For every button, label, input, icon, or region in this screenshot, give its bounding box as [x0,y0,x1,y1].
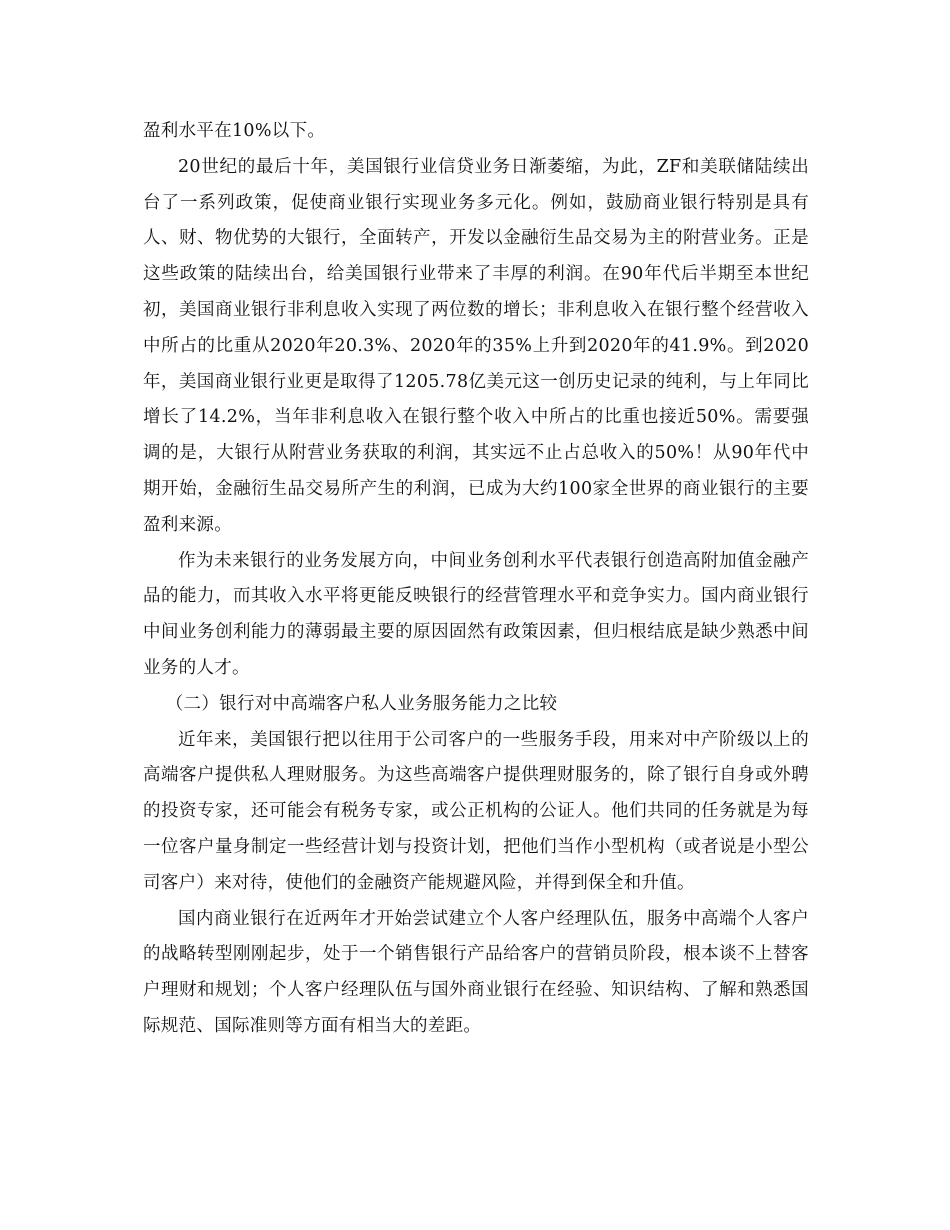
paragraph-private-banking-us: 近年来，美国银行把以往用于公司客户的一些服务手段，用来对中产阶级以上的高端客户提供私人理财服务。为这些高端客户提供理财服务的，除了银行自身或外聘的投资专家，还可能会有税务专家，或公正机构的公证人。他们共同的任务就是为每一位客户量身制定一些经营计划与投资计划，把他们当作小型机构（或者说是小型公司客户）来对待，使他们的金融资产能规避风险，并得到保全和升值。 [143,729,809,893]
paragraph-intermediate-business: 作为未来银行的业务发展方向，中间业务创利水平代表银行创造高附加值金融产品的能力，而其收入水平将更能反映银行的经营管理水平和竞争实力。国内商业银行中间业务创利能力的薄弱最主要的原因固然有政策因素，但归根结底是缺少熟悉中间业务的人才。 [143,550,809,678]
paragraph-private-banking-domestic: 国内商业银行在近两年才开始尝试建立个人客户经理队伍，服务中高端个人客户的战略转型刚刚起步，处于一个销售银行产品给客户的营销员阶段，根本谈不上替客户理财和规划；个人客户经理队伍与国外商业银行在经验、知识结构、了解和熟悉国际规范、国际准则等方面有相当大的差距。 [143,908,809,1036]
paragraph-continuation: 盈利水平在10%以下。 [143,121,326,141]
section-heading: （二）银行对中高端客户私人业务服务能力之比较 [165,693,558,714]
paragraph-us-bank-policy: 20世纪的最后十年，美国银行业信贷业务日渐萎缩，为此，ZF和美联储陆续出台了一系列政策，促使商业银行实现业务多元化。例如，鼓励商业银行特别是具有人、财、物优势的大银行，全面转产，开发以金融衍生品交易为主的附营业务。正是这些政策的陆续出台，给美国银行业带来了丰厚的利润。在90年代后半期至本世纪初，美国商业银行非利息收入实现了两位数的增长；非利息收入在银行整个经营收入中所占的比重从2020年20.3%、2020年的35%上升到2020年的41.9%。到2020年，美国商业银行业更是取得了1205.78亿美元这一创历史记录的纯利，与上年同比增长了14.2%，当年非利息收入在银行整个收入中所占的比重也接近50%。需要强调的是，大银行从附营业务获取的利润，其实远不止占总收入的50%！从90年代中期开始，金融衍生品交易所产生的利润，已成为大约100家全世界的商业银行的主要盈利来源。 [143,156,809,535]
